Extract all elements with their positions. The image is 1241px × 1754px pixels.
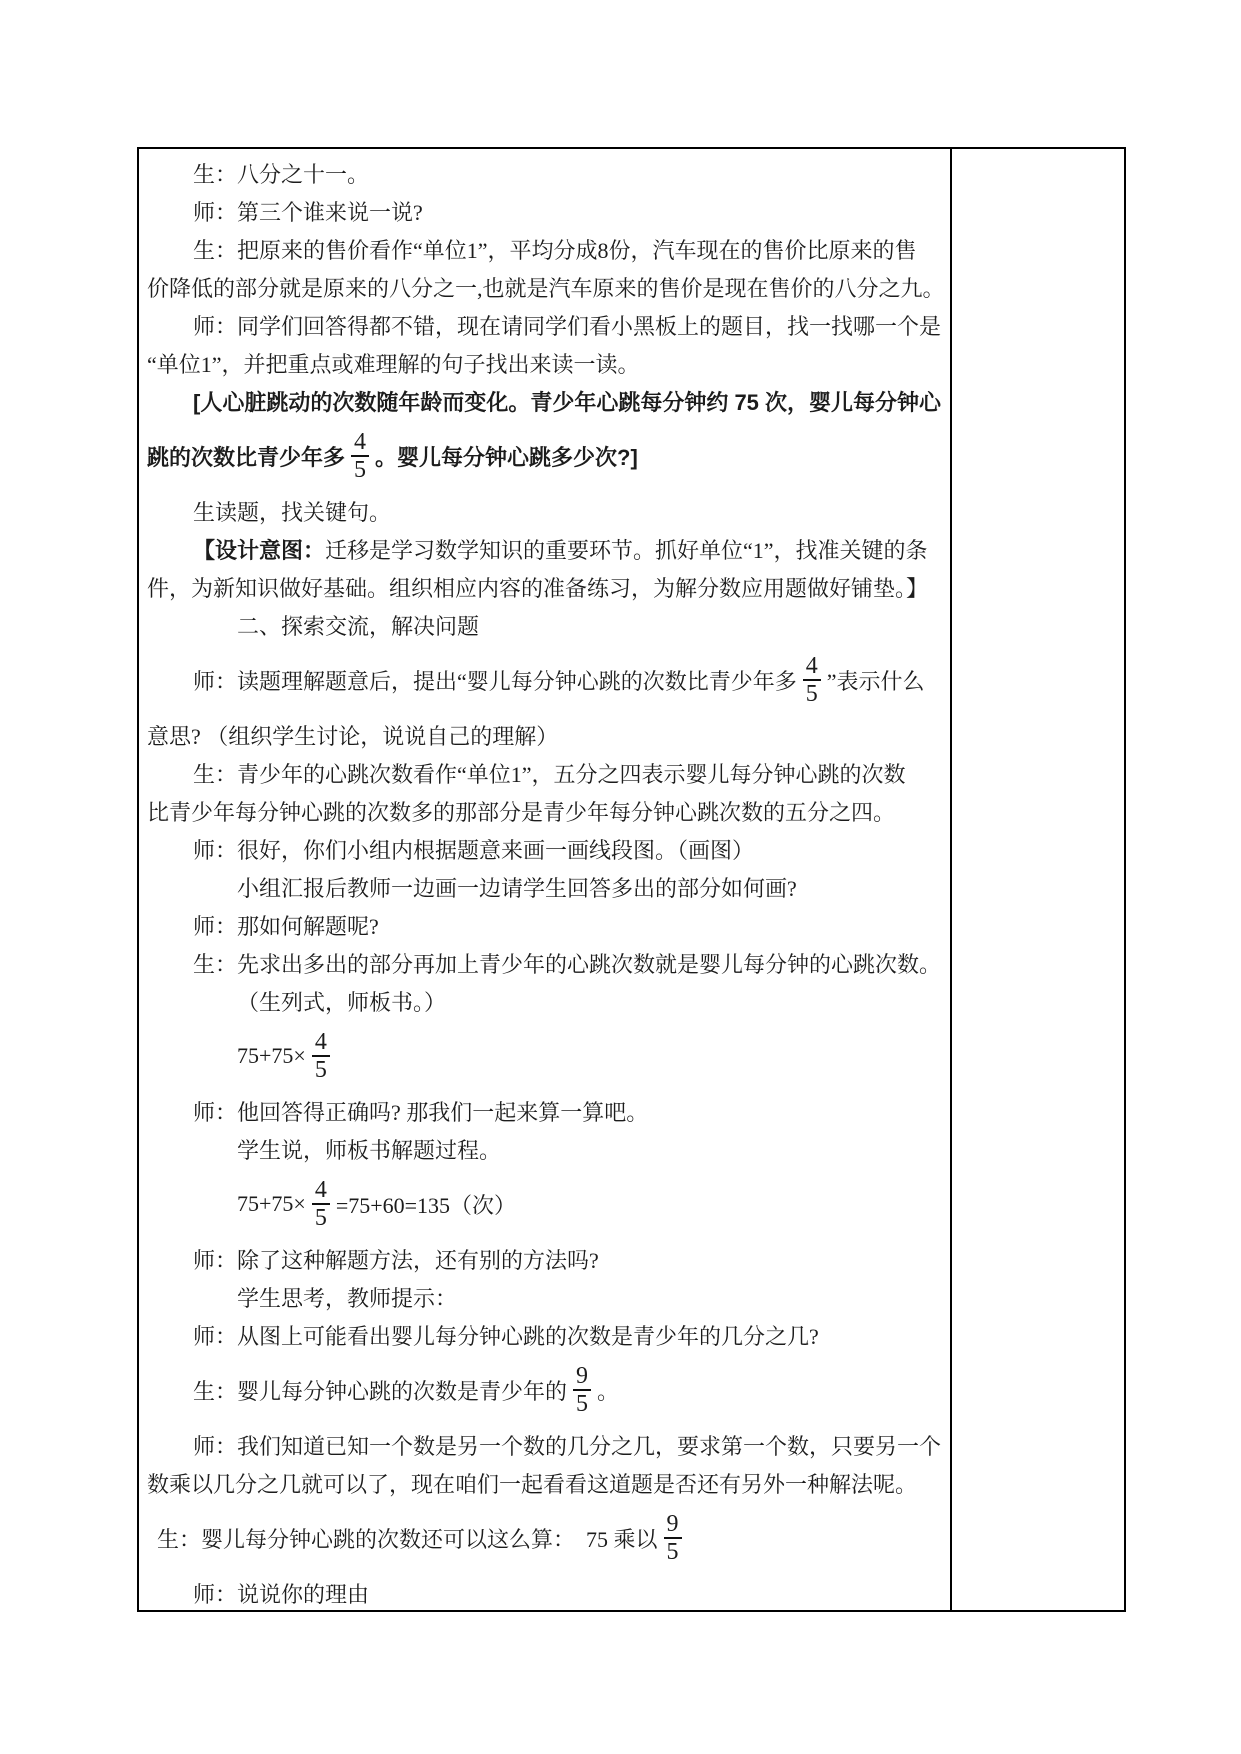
dialogue-line: [147, 568, 942, 606]
notes-column: [952, 149, 1124, 1610]
dialogue-line: [147, 530, 942, 568]
text-segment: 师：很好，你们小组内根据题意来画一画线段图。（画图）: [193, 837, 755, 863]
dialogue-line: [147, 1502, 942, 1574]
dialogue-line: [147, 1426, 942, 1464]
fraction-numerator: 9: [666, 1510, 679, 1537]
dialogue-line: [147, 644, 942, 716]
fraction-numerator: 4: [805, 652, 818, 679]
dialogue-line: [147, 792, 942, 830]
text-segment: 价降低的部分就是原来的八分之一,也就是汽车原来的售价是现在售价的八分之九。: [147, 275, 945, 301]
text-segment: “单位1”，并把重点或难理解的句子找出来读一读。: [147, 351, 640, 377]
fraction-denominator: 5: [351, 455, 369, 483]
text-segment: 生：先求出多出的部分再加上青少年的心跳次数就是婴儿每分钟的心跳次数。: [193, 951, 942, 977]
text-segment: 跳的次数比青少年多: [147, 444, 346, 470]
text-segment: 师：那如何解题呢?: [193, 913, 379, 939]
dialogue-line: [147, 1020, 942, 1092]
fraction-denominator: 5: [664, 1537, 682, 1565]
text-segment: 师：除了这种解题方法，还有别的方法吗?: [193, 1247, 599, 1273]
dialogue-line: [147, 1464, 942, 1502]
text-segment: 。婴儿每分钟心跳多少次?]: [375, 444, 638, 470]
text-segment: ”表示什么: [826, 668, 925, 694]
text-segment: =75+60=135（次）: [335, 1192, 517, 1218]
text-segment: 师：说说你的理由: [193, 1581, 370, 1607]
text-segment: 75+75×: [237, 1043, 306, 1068]
dialogue-line: [147, 1354, 942, 1426]
fraction: [312, 1029, 330, 1084]
text-segment: 师：他回答得正确吗? 那我们一起来算一算吧。: [193, 1099, 649, 1125]
text-segment: 件，为新知识做好基础。组织相应内容的准备练习，为解分数应用题做好铺垫。】: [147, 575, 929, 601]
fraction: [312, 1177, 330, 1232]
dialogue-line: [147, 1278, 942, 1316]
fraction-denominator: 5: [312, 1055, 330, 1083]
fraction-denominator: 5: [803, 679, 821, 707]
text-segment: 师：从图上可能看出婴儿每分钟心跳的次数是青少年的几分之几?: [193, 1323, 819, 1349]
fraction-numerator: 4: [354, 428, 367, 455]
fraction: [351, 429, 369, 484]
fraction: [803, 653, 821, 708]
text-segment: （生列式，师板书。）: [237, 989, 447, 1015]
text-segment: 学生思考，教师提示：: [237, 1285, 458, 1311]
dialogue-line: [147, 1092, 942, 1130]
text-segment: 生读题，找关键句。: [193, 499, 392, 525]
text-segment: 师：同学们回答得都不错，现在请同学们看小黑板上的题目，找一找哪一个是: [193, 313, 942, 339]
dialogue-line: [147, 1574, 942, 1610]
dialogue-line: [147, 1168, 942, 1240]
dialogue-line: [147, 382, 942, 420]
text-segment: 迁移是学习数学知识的重要环节。抓好单位“1”，找准关键的条: [325, 537, 928, 563]
dialogue-line: [147, 192, 942, 230]
text-segment: 意思? （组织学生讨论，说说自己的理解）: [147, 723, 559, 749]
dialogue-column: [139, 149, 952, 1610]
dialogue-line: [147, 944, 942, 982]
fraction-numerator: 9: [576, 1362, 589, 1389]
text-segment: 生：青少年的心跳次数看作“单位1”，五分之四表示婴儿每分钟心跳的次数: [193, 761, 906, 787]
dialogue-line: [147, 306, 942, 344]
dialogue-line: [147, 716, 942, 754]
dialogue-line: [147, 230, 942, 268]
text-segment: 小组汇报后教师一边画一边请学生回答多出的部分如何画?: [237, 875, 797, 901]
text-segment: 。: [597, 1378, 620, 1404]
dialogue-line: [147, 154, 942, 192]
text-segment: 师：我们知道已知一个数是另一个数的几分之几，要求第一个数，只要另一个: [193, 1433, 942, 1459]
dialogue-line: [147, 606, 942, 644]
lesson-plan-table: [137, 147, 1126, 1612]
text-segment: 75+75×: [237, 1191, 306, 1216]
text-segment: 生：把原来的售价看作“单位1”，平均分成8份，汽车现在的售价比原来的售: [193, 237, 917, 263]
text-segment: 师：读题理解题意后，提出“婴儿每分钟心跳的次数比青少年多: [193, 668, 797, 694]
text-segment: 师：第三个谁来说一说?: [193, 199, 423, 225]
text-segment: 生：婴儿每分钟心跳的次数还可以这么算： 75 乘以: [157, 1526, 658, 1552]
fraction: [573, 1363, 591, 1418]
fraction-denominator: 5: [573, 1389, 591, 1417]
text-segment: 比青少年每分钟心跳的次数多的那部分是青少年每分钟心跳次数的五分之四。: [147, 799, 896, 825]
dialogue-line: [147, 1316, 942, 1354]
dialogue-line: [147, 1130, 942, 1168]
fraction-denominator: 5: [312, 1203, 330, 1231]
fraction-numerator: 4: [314, 1176, 327, 1203]
dialogue-line: [147, 420, 942, 492]
dialogue-line: [147, 1240, 942, 1278]
fraction-numerator: 4: [314, 1028, 327, 1055]
text-segment: 【设计意图：: [193, 537, 326, 563]
dialogue-line: [147, 830, 942, 868]
dialogue-line: [147, 492, 942, 530]
dialogue-line: [147, 982, 942, 1020]
text-segment: 生：婴儿每分钟心跳的次数是青少年的: [193, 1378, 568, 1404]
text-segment: [人心脏跳动的次数随年龄而变化。青少年心跳每分钟约 75 次，婴儿每分钟心: [193, 389, 942, 415]
dialogue-line: [147, 754, 942, 792]
text-segment: 数乘以几分之几就可以了，现在咱们一起看看这道题是否还有另外一种解法呢。: [147, 1471, 918, 1497]
text-segment: 学生说，师板书解题过程。: [237, 1137, 502, 1163]
dialogue-line: [147, 344, 942, 382]
fraction: [664, 1511, 682, 1566]
dialogue-line: [147, 268, 945, 306]
dialogue-line: [147, 906, 942, 944]
text-segment: 二、探索交流，解决问题: [237, 613, 480, 639]
dialogue-line: [147, 868, 942, 906]
text-segment: 生：八分之十一。: [193, 161, 370, 187]
